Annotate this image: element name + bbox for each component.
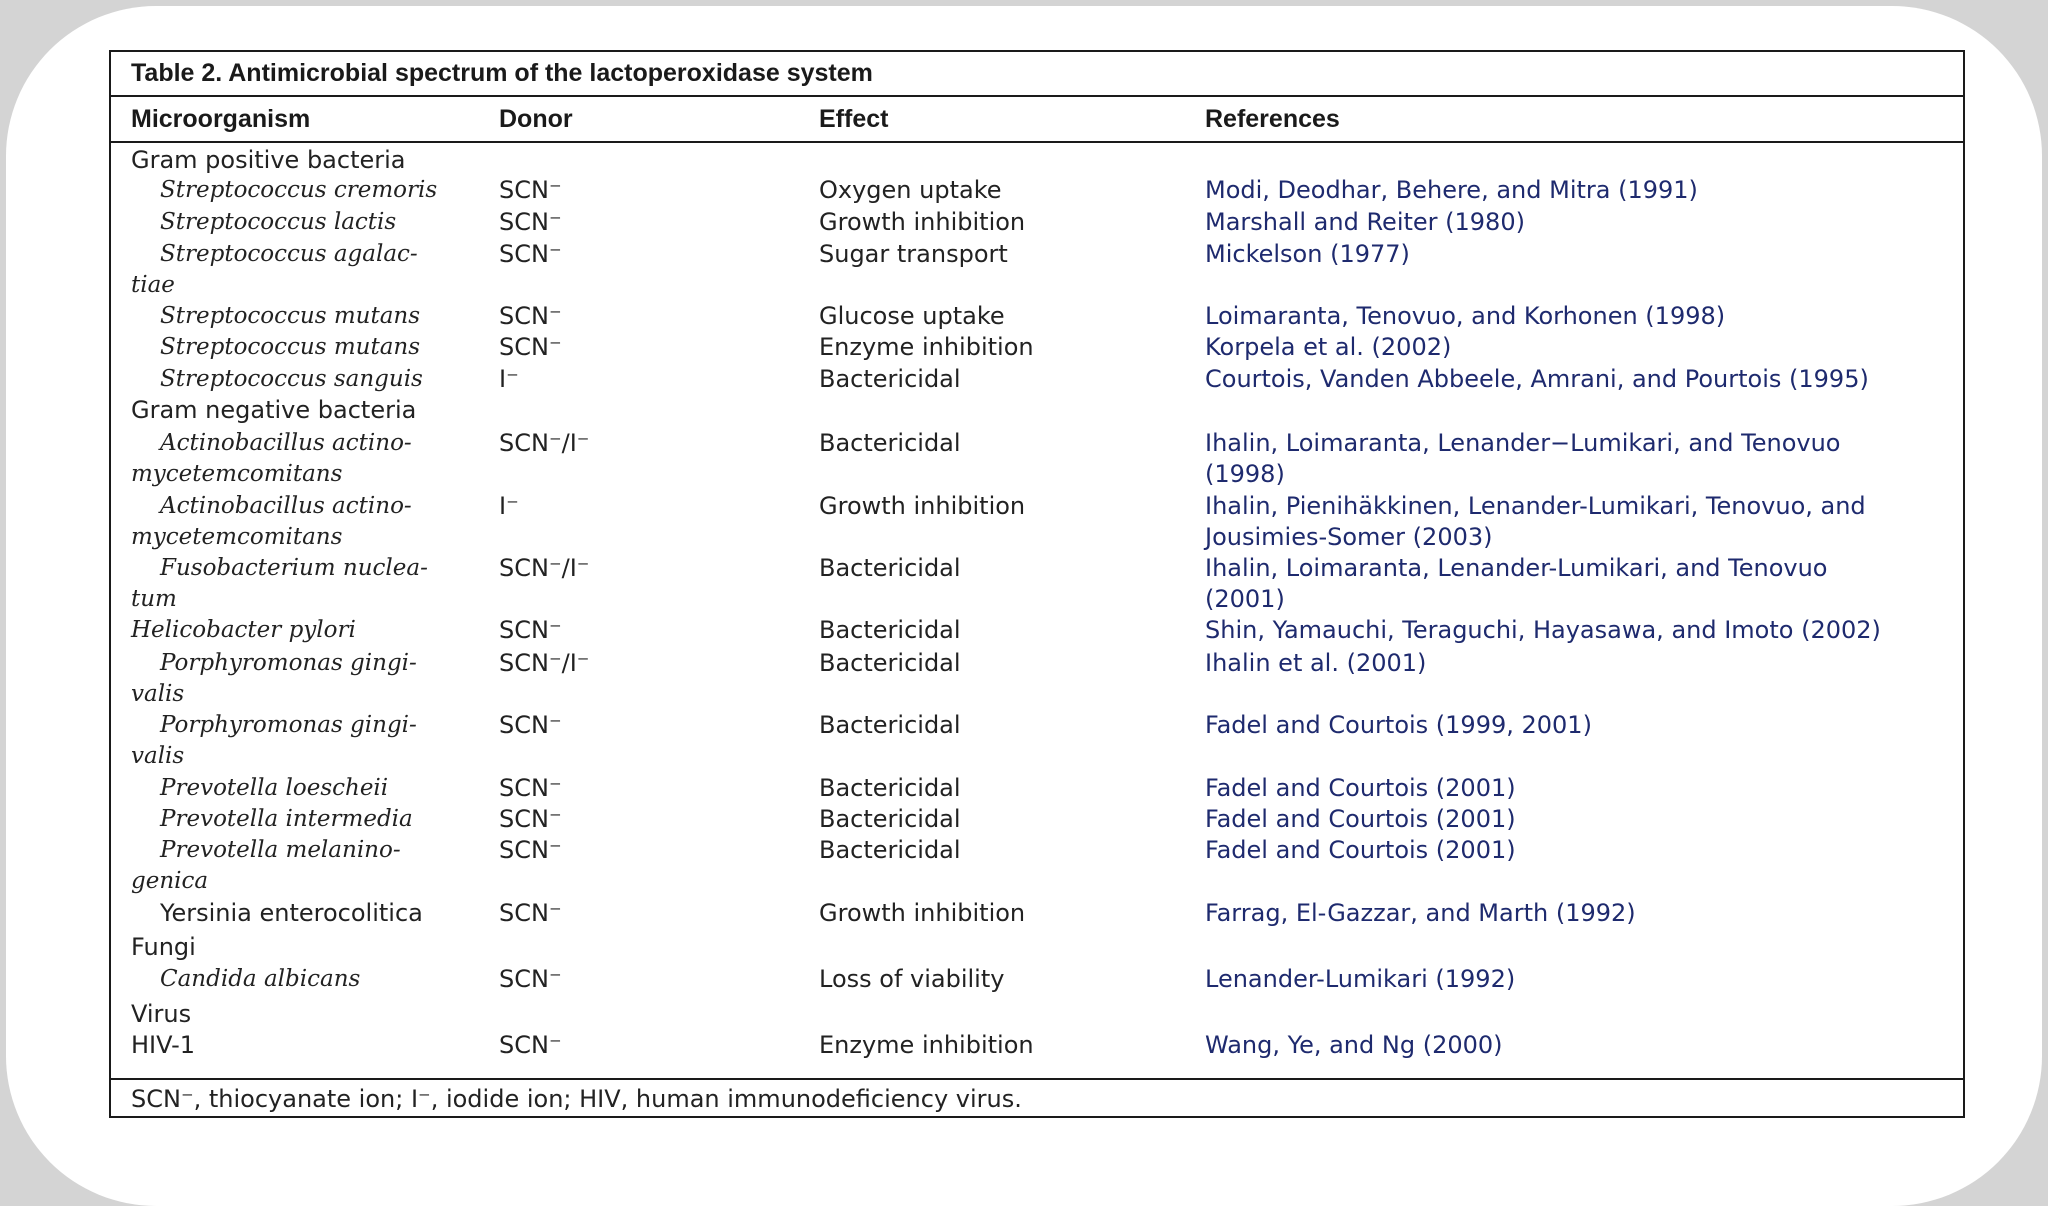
reference-line: Farrag, El-Gazzar, and Marth (1992)	[1205, 899, 1636, 927]
cell-microorganism	[131, 553, 491, 615]
microorganism-line: Helicobacter pylori	[131, 617, 356, 643]
cell-donor: SCN⁻	[499, 805, 562, 833]
cell-microorganism	[131, 395, 491, 426]
cell-microorganism	[131, 207, 491, 238]
cell-microorganism	[131, 332, 491, 363]
microorganism-line: Gram positive bacteria	[131, 146, 406, 174]
reference-line: Fadel and Courtois (2001)	[1205, 805, 1516, 833]
cell-reference	[1205, 301, 1725, 332]
table-body	[111, 145, 1963, 1121]
microorganism-line: Virus	[131, 1000, 192, 1028]
cell-microorganism	[131, 428, 491, 490]
cell-donor: SCN⁻	[499, 616, 562, 644]
footnote-divider	[111, 1078, 1963, 1080]
cell-effect: Growth inhibition	[819, 208, 1026, 236]
cell-effect: Glucose uptake	[819, 302, 1005, 330]
table-caption: Table 2. Antimicrobial spectrum of the lactoperoxidase system	[131, 59, 873, 87]
cell-donor: SCN⁻/I⁻	[499, 554, 590, 582]
cell-reference	[1205, 207, 1525, 238]
microorganism-line-continued: genica	[131, 868, 209, 894]
microorganism-line: Prevotella intermedia	[160, 806, 413, 832]
microorganism-line: Porphyromonas gingi-	[160, 712, 417, 738]
reference-line: Korpela et al. (2002)	[1205, 333, 1452, 361]
cell-effect: Sugar transport	[819, 240, 1008, 268]
cell-effect: Growth inhibition	[819, 492, 1026, 520]
cell-donor: SCN⁻/I⁻	[499, 649, 590, 677]
microorganism-line-continued: tiae	[131, 272, 175, 298]
reference-line: Lenander-Lumikari (1992)	[1205, 965, 1516, 993]
cell-microorganism	[131, 239, 491, 301]
cell-microorganism	[131, 364, 491, 395]
cell-reference	[1205, 364, 1869, 395]
cell-donor: SCN⁻	[499, 711, 562, 739]
cell-donor: SCN⁻	[499, 1031, 562, 1059]
cell-effect: Bactericidal	[819, 616, 961, 644]
cell-effect: Loss of viability	[819, 965, 1005, 993]
cell-microorganism	[131, 773, 491, 804]
cell-microorganism	[131, 491, 491, 553]
header-microorganism: Microorganism	[131, 105, 311, 133]
cell-donor: SCN⁻	[499, 208, 562, 236]
microorganism-line: Actinobacillus actino-	[160, 493, 412, 519]
cell-donor: SCN⁻	[499, 302, 562, 330]
reference-line: Marshall and Reiter (1980)	[1205, 208, 1525, 236]
slide-card	[6, 6, 2042, 1206]
data-table	[109, 50, 1965, 1118]
cell-reference	[1205, 964, 1515, 995]
cell-effect: Bactericidal	[819, 711, 961, 739]
header-effect: Effect	[819, 105, 889, 133]
microorganism-line: Candida albicans	[160, 966, 361, 992]
reference-line: Courtois, Vanden Abbeele, Amrani, and Pourtois (1995)	[1205, 365, 1869, 393]
microorganism-line: Streptococcus mutans	[160, 303, 421, 329]
microorganism-line-continued: valis	[131, 743, 185, 769]
microorganism-line: Streptococcus cremoris	[160, 177, 438, 203]
cell-reference	[1205, 773, 1516, 804]
cell-donor: SCN⁻	[499, 899, 562, 927]
cell-effect: Bactericidal	[819, 805, 961, 833]
reference-line: Fadel and Courtois (2001)	[1205, 836, 1516, 864]
cell-reference	[1205, 835, 1516, 866]
cell-microorganism	[131, 615, 491, 646]
cell-reference	[1205, 553, 1828, 615]
header-donor: Donor	[499, 105, 573, 133]
reference-line: Shin, Yamauchi, Teraguchi, Hayasawa, and Imoto (2002)	[1205, 616, 1881, 644]
cell-donor: SCN⁻/I⁻	[499, 429, 590, 457]
cell-effect: Oxygen uptake	[819, 176, 1002, 204]
cell-reference	[1205, 615, 1881, 646]
header-divider	[111, 141, 1963, 143]
cell-microorganism	[131, 1030, 491, 1061]
microorganism-line: Prevotella melanino-	[160, 837, 401, 863]
reference-line: Loimaranta, Tenovuo, and Korhonen (1998)	[1205, 302, 1726, 330]
cell-microorganism	[131, 898, 491, 929]
microorganism-line-continued: tum	[131, 586, 177, 612]
cell-microorganism	[131, 175, 491, 206]
header-references: References	[1205, 105, 1340, 133]
cell-reference	[1205, 648, 1426, 679]
microorganism-line: Streptococcus sanguis	[160, 366, 423, 392]
cell-reference	[1205, 710, 1592, 741]
cell-donor: SCN⁻	[499, 240, 562, 268]
microorganism-line-continued: mycetemcomitans	[131, 461, 343, 487]
reference-line: Fadel and Courtois (2001)	[1205, 774, 1516, 802]
cell-effect: Bactericidal	[819, 774, 961, 802]
cell-effect: Bactericidal	[819, 649, 961, 677]
cell-donor: SCN⁻	[499, 774, 562, 802]
cell-microorganism	[131, 999, 491, 1030]
cell-reference	[1205, 175, 1698, 206]
reference-line: Fadel and Courtois (1999, 2001)	[1205, 711, 1592, 739]
reference-line: Wang, Ye, and Ng (2000)	[1205, 1031, 1503, 1059]
cell-effect: Enzyme inhibition	[819, 333, 1034, 361]
cell-microorganism	[131, 964, 491, 995]
table-footnote: SCN⁻, thiocyanate ion; I⁻, iodide ion; HIV, human immunodeficiency virus.	[131, 1085, 1022, 1113]
microorganism-line-continued: mycetemcomitans	[131, 524, 343, 550]
cell-donor: I⁻	[499, 365, 519, 393]
microorganism-line: HIV-1	[131, 1031, 196, 1059]
microorganism-line: Streptococcus mutans	[160, 334, 421, 360]
cell-effect: Bactericidal	[819, 365, 961, 393]
cell-effect: Bactericidal	[819, 429, 961, 457]
microorganism-line: Prevotella loescheii	[160, 775, 389, 801]
microorganism-line: Yersinia enterocolitica	[160, 899, 423, 927]
reference-line: Ihalin, Loimaranta, Lenander-Lumikari, and Tenovuo	[1205, 554, 1828, 582]
cell-donor: SCN⁻	[499, 836, 562, 864]
microorganism-line: Fusobacterium nuclea-	[160, 555, 428, 581]
cell-microorganism	[131, 835, 491, 897]
microorganism-line: Actinobacillus actino-	[160, 430, 412, 456]
cell-reference	[1205, 239, 1410, 270]
microorganism-line: Streptococcus agalac-	[160, 241, 418, 267]
cell-microorganism	[131, 932, 491, 963]
cell-microorganism	[131, 301, 491, 332]
cell-effect: Enzyme inhibition	[819, 1031, 1034, 1059]
cell-reference	[1205, 804, 1516, 835]
cell-microorganism	[131, 804, 491, 835]
cell-reference	[1205, 428, 1840, 490]
cell-effect: Bactericidal	[819, 554, 961, 582]
microorganism-line: Streptococcus lactis	[160, 209, 397, 235]
microorganism-line: Gram negative bacteria	[131, 396, 417, 424]
cell-microorganism	[131, 648, 491, 710]
cell-donor: SCN⁻	[499, 333, 562, 361]
reference-line-continued: (2001)	[1205, 585, 1285, 613]
reference-line: Ihalin, Loimaranta, Lenander−Lumikari, and Tenovuo	[1205, 429, 1841, 457]
cell-reference	[1205, 491, 1866, 553]
cell-reference	[1205, 1030, 1503, 1061]
reference-line: Modi, Deodhar, Behere, and Mitra (1991)	[1205, 176, 1698, 204]
cell-reference	[1205, 332, 1451, 363]
cell-effect: Growth inhibition	[819, 899, 1026, 927]
cell-donor: I⁻	[499, 492, 519, 520]
microorganism-line-continued: valis	[131, 681, 185, 707]
reference-line-continued: Jousimies-Somer (2003)	[1205, 523, 1493, 551]
cell-donor: SCN⁻	[499, 965, 562, 993]
cell-microorganism	[131, 145, 491, 176]
microorganism-line: Porphyromonas gingi-	[160, 650, 417, 676]
microorganism-line: Fungi	[131, 933, 196, 961]
reference-line: Ihalin, Pienihäkkinen, Lenander-Lumikari, Tenovuo, and	[1205, 492, 1866, 520]
table-header-row	[111, 97, 1963, 141]
cell-effect: Bactericidal	[819, 836, 961, 864]
reference-line: Mickelson (1977)	[1205, 240, 1410, 268]
reference-line: Ihalin et al. (2001)	[1205, 649, 1427, 677]
reference-line-continued: (1998)	[1205, 460, 1285, 488]
cell-microorganism	[131, 710, 491, 772]
cell-donor: SCN⁻	[499, 176, 562, 204]
cell-reference	[1205, 898, 1636, 929]
